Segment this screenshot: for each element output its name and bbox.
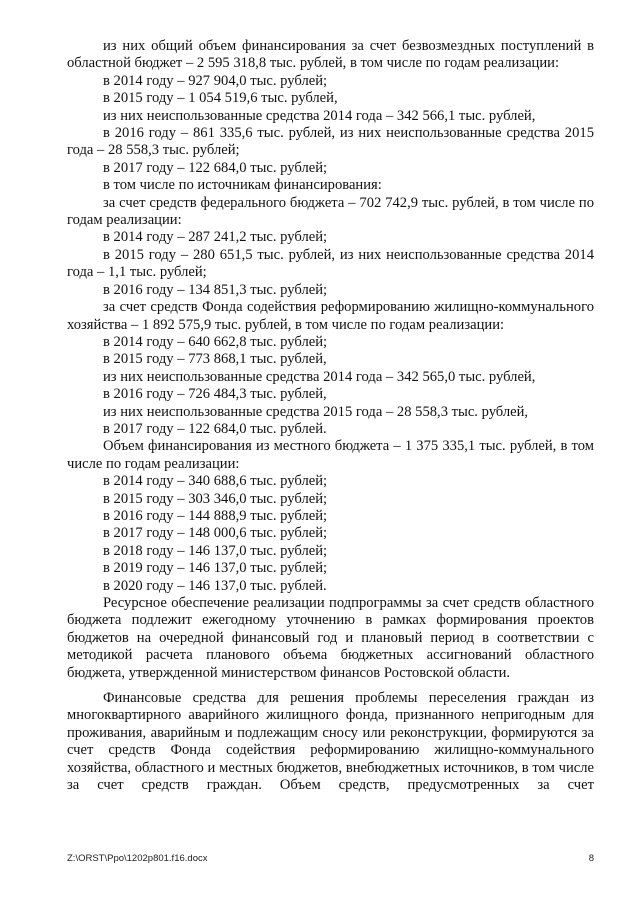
paragraph-10: в 2015 году – 280 651,5 тыс. рублей, из них неиспользованные средства 2014 года – 1,1 тыс. рублей;: [67, 246, 594, 281]
paragraph-15: из них неиспользованные средства 2014 года – 342 565,0 тыс. рублей,: [103, 368, 536, 385]
paragraph-11: в 2016 году – 134 851,3 тыс. рублей;: [103, 281, 328, 298]
paragraph-8: за счет средств федерального бюджета – 702 742,9 тыс. рублей, в том числе по годам реализации:: [67, 194, 594, 229]
paragraph-18: в 2017 году – 122 684,0 тыс. рублей.: [103, 420, 327, 437]
paragraph-3: в 2015 году – 1 054 519,6 тыс. рублей,: [103, 90, 338, 107]
paragraph-1: из них общий объем финансирования за счет безвозмездных поступлений в областной бюджет – 2 595 318,8 тыс. рублей, в том числе по годам реализации:: [67, 38, 594, 72]
paragraph-19: Объем финансирования из местного бюджета – 1 375 335,1 тыс. рублей, в том числе по годам реализации:: [67, 438, 594, 472]
paragraph-12: за счет средств Фонда содействия реформированию жилищно-коммунального хозяйства – 1 892 575,9 тыс. рублей, в том числе по годам реализации:: [67, 299, 594, 333]
paragraph-20: в 2014 году – 340 688,6 тыс. рублей;: [103, 473, 328, 490]
paragraph-26: в 2020 году – 146 137,0 тыс. рублей.: [103, 577, 327, 594]
page-number: 8: [588, 853, 594, 864]
paragraph-4: из них неиспользованные средства 2014 года – 342 566,1 тыс. рублей,: [103, 107, 536, 124]
paragraph-24: в 2018 году – 146 137,0 тыс. рублей;: [103, 542, 328, 559]
paragraph-13: в 2014 году – 640 662,8 тыс. рублей;: [103, 333, 328, 350]
paragraph-6: в 2017 году – 122 684,0 тыс. рублей;: [103, 159, 328, 176]
file-path: Z:\ORST\Ppo\1202p801.f16.docx: [67, 853, 208, 864]
paragraph-16: в 2016 году – 726 484,3 тыс. рублей,: [103, 386, 327, 403]
paragraph-27: Ресурсное обеспечение реализации подпрограммы за счет средств областного бюджета подлежит ежегодному уточнению в рамках формирования проектов бюджетов на очередной финансовый год и плановый период в соответствии с методикой расчета планового объема бюджетных ассигнований областного бюджета, утвержденной министерством финансов Ростовской области.: [67, 595, 594, 681]
document-body: [67, 38, 594, 794]
paragraph-22: в 2016 году – 144 888,9 тыс. рублей;: [103, 507, 328, 524]
paragraph-7: в том числе по источникам финансирования:: [103, 177, 382, 194]
paragraph-9: в 2014 году – 287 241,2 тыс. рублей;: [103, 229, 328, 246]
paragraph-2: в 2014 году – 927 904,0 тыс. рублей;: [103, 72, 328, 89]
paragraph-14: в 2015 году – 773 868,1 тыс. рублей,: [103, 351, 327, 368]
paragraph-28: Финансовые средства для решения проблемы переселения граждан из многоквартирного аварийного жилищного фонда, признанного непригодным для проживания, аварийным и подлежащим сносу или реконструкции, формируются за счет средств Фонда содействия реформированию жилищно-коммунального хозяйства, областного и местных бюджетов, внебюджетных источников, в том числе за счет средств граждан. Объем средств, предусмотренных за счет: [67, 690, 594, 794]
paragraph-17: из них неиспользованные средства 2015 года – 28 558,3 тыс. рублей,: [103, 403, 529, 420]
paragraph-25: в 2019 году – 146 137,0 тыс. рублей;: [103, 560, 328, 577]
paragraph-21: в 2015 году – 303 346,0 тыс. рублей;: [103, 490, 328, 507]
paragraph-23: в 2017 году – 148 000,6 тыс. рублей;: [103, 525, 328, 542]
paragraph-5: в 2016 году – 861 335,6 тыс. рублей, из них неиспользованные средства 2015 года – 28 558,3 тыс. рублей;: [67, 125, 594, 159]
